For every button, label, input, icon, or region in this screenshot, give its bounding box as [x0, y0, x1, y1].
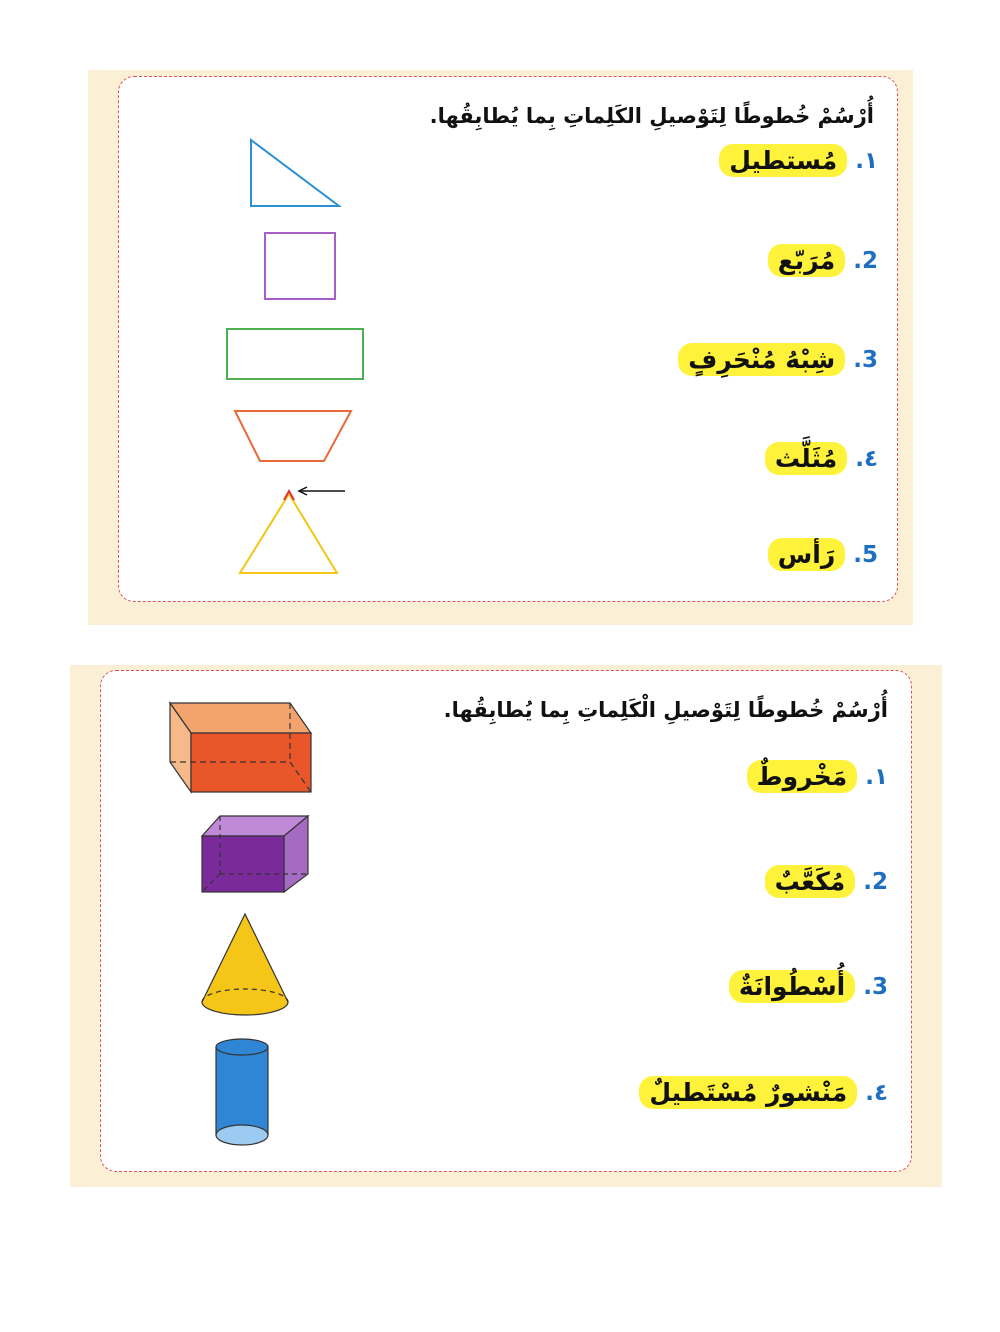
word-item-rectangle[interactable]	[719, 144, 878, 177]
cone-shape[interactable]	[196, 910, 294, 1020]
item-word: مُثَلَّث	[765, 442, 847, 475]
instruction-2: أُرْسُمْ خُطوطًا لِتَوْصيلِ الْكَلِماتِ بِما يُطابِقُها.	[443, 698, 888, 722]
item-word: أُسْطُوانَةٌ	[729, 970, 855, 1003]
item-word: شِبْهُ مُنْحَرِفٍ	[678, 343, 845, 376]
item-word: رَأس	[768, 538, 845, 571]
cube-shape[interactable]	[198, 812, 313, 896]
item-number: 3.	[853, 346, 878, 373]
triangle-vertex-shape[interactable]	[235, 480, 350, 578]
item-number: ٤.	[855, 445, 878, 472]
item-word: مَخْروطٌ	[747, 760, 858, 793]
square-shape[interactable]	[262, 230, 338, 302]
word-item-square[interactable]	[768, 244, 878, 277]
item-number: 3.	[863, 973, 888, 1000]
item-number: ١.	[865, 763, 888, 790]
cylinder-shape[interactable]	[212, 1036, 272, 1151]
word-item-trapezoid[interactable]	[678, 343, 878, 376]
word-item-cube[interactable]	[765, 865, 888, 898]
word-item-cylinder[interactable]	[729, 970, 888, 1003]
word-item-triangle[interactable]	[765, 442, 878, 475]
rectangle-shape[interactable]	[224, 326, 366, 382]
rectangular-prism-shape[interactable]	[165, 698, 317, 798]
word-item-rectangular-prism[interactable]	[639, 1076, 888, 1109]
item-word: مُرَبّع	[768, 244, 846, 277]
item-number: 5.	[853, 541, 878, 568]
item-number: ٤.	[865, 1079, 888, 1106]
trapezoid-shape[interactable]	[232, 408, 354, 466]
right-triangle-shape[interactable]	[245, 136, 345, 211]
word-item-cone[interactable]	[747, 760, 888, 793]
word-item-vertex[interactable]	[768, 538, 878, 571]
item-number: 2.	[853, 247, 878, 274]
item-number: 2.	[863, 868, 888, 895]
item-number: ١.	[855, 147, 878, 174]
item-word: مَنْشورٌ مُسْتَطيلٌ	[639, 1076, 857, 1109]
instruction-1: أُرْسُمْ خُطوطًا لِتَوْصيلِ الكَلِماتِ بِما يُطابِقُها.	[429, 104, 874, 128]
item-word: مُكَعَّبٌ	[765, 865, 856, 898]
item-word: مُستطيل	[719, 144, 847, 177]
